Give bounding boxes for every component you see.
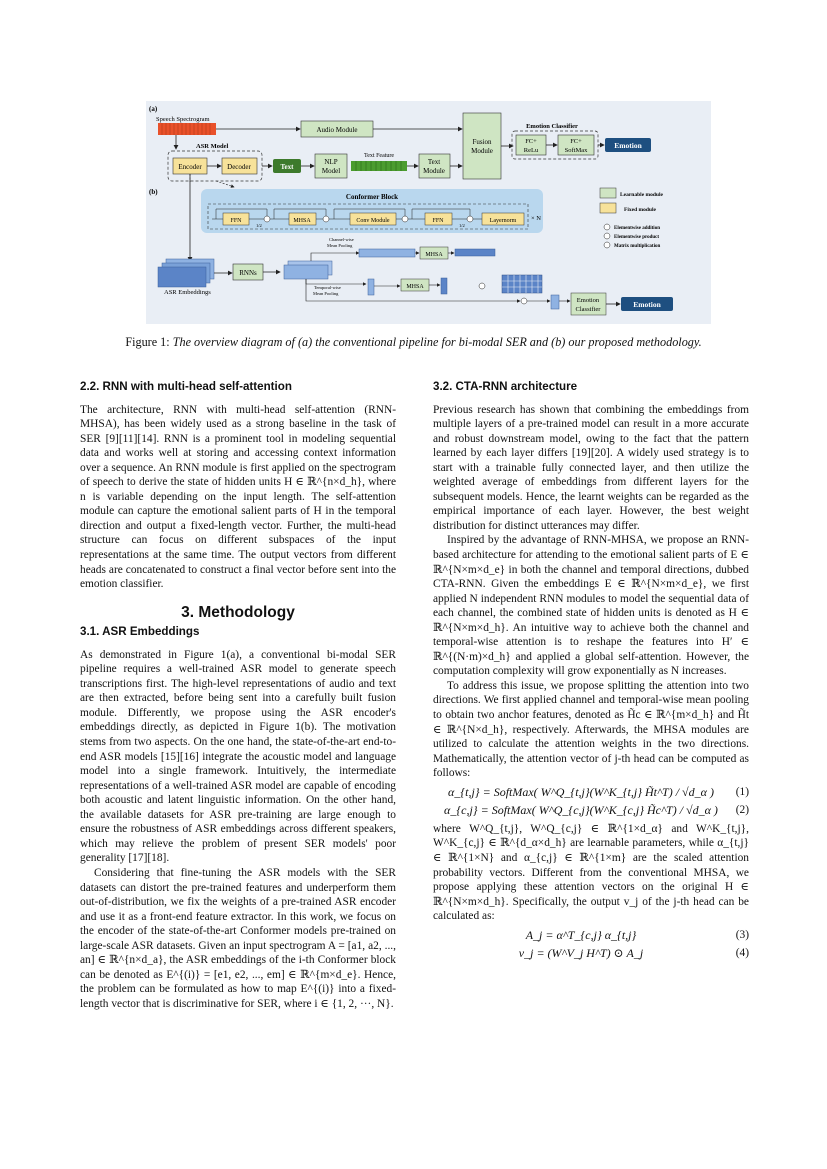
ffn-label-2: FFN — [432, 218, 444, 224]
rnns-label: RNNs — [239, 269, 257, 277]
legend-fixed-swatch — [600, 203, 616, 213]
panel-a-label: (a) — [149, 105, 158, 113]
fc-softmax-label-1: FC+ — [570, 138, 582, 145]
spectrogram-image — [158, 123, 216, 135]
section-2-2-paragraph: The architecture, RNN with multi-head self-attention (RNN-MHSA), has been widely used as a strong baseline in the task of SER [9][11][14]. RNN is a prominent tool in modeling sequential data and works well at storing and accessing context information over a sequence. An RNN module is first applied on the spectrogram of speech to derive the state of hidden units H ∈ ℝ^{n×d_h}, where n is variable depending on the input length. The self-attention module can capture the emotional salient parts of H in the temporal direction and output a fixed-length vector. Further, the multi-head structure can focus on different subspaces of the input representations at the same time. The output vectors from different heads are concatenated to construct a final vector before sent into the emotion classifier. — [80, 403, 396, 591]
section-3-2-paragraph-1: Previous research has shown that combining the embeddings from multiple layers of a pre-trained model can result in a more accurate and robust downstream model, owing to the fact that the pattern learned by each layer differs [19][20]. A widely used strategy is to start with a trainable fully connected layer, and then utilize the weighted average of embeddings from different layers for the subsequent models. Hence, the learnt weights can be regarded as the empirical importance of each layer. However, the best weight distribution for distinct utterances may differ. — [433, 403, 749, 532]
mhsa-temporal-label: MHSA — [406, 284, 424, 290]
emotion-classifier-b-label-1: Emotion — [576, 297, 600, 304]
equation-4-body: v_j = (W^V_j H^T) ⊙ A_j — [518, 946, 644, 961]
temporal-pooling-label-2: Mean Pooling — [313, 291, 339, 296]
asr-embeddings-label: ASR Embeddings — [164, 289, 211, 296]
asr-model-label: ASR Model — [196, 143, 229, 150]
half-label-2: 1/2 — [459, 223, 465, 228]
encoder-label: Encoder — [178, 163, 202, 171]
panel-b-label: (b) — [149, 188, 158, 196]
add-node-3 — [402, 216, 408, 222]
half-label-1: 1/2 — [256, 223, 262, 228]
equation-1-body: α_{t,j} = SoftMax( W^Q_{t,j}(W^K_{t,j} H̃t^T) / √d_α ) — [448, 784, 714, 799]
attention-map — [502, 275, 542, 293]
product-node — [521, 298, 527, 304]
fc-relu-label-1: FC+ — [525, 138, 537, 145]
output-vector — [551, 295, 559, 309]
decoder-label: Decoder — [227, 163, 251, 171]
section-2-2-title: 2.2. RNN with multi-head self-attention — [80, 380, 292, 393]
section-3-title: 3. Methodology — [181, 603, 295, 621]
section-3-2-paragraph-4: where W^Q_{t,j}, W^Q_{c,j} ∈ ℝ^{1×d_α} and W^K_{t,j}, W^K_{c,j} ∈ ℝ^{d_α×d_h} are learnable parameters, while α_{t,j} ∈ ℝ^{1×N} and α_{c,j} ∈ ℝ^{1×m} are the scaled attention probability vectors. Different from the conventional MHSA, we propose applying these attention vectors on the original H ∈ ℝ^{N×m×d_h}. Specifically, the output v_j of the j-th head can be calculated as: — [433, 822, 749, 923]
equation-4-number: (4) — [735, 947, 749, 960]
hidden-states-stack — [284, 261, 332, 279]
matmul-icon — [604, 242, 610, 248]
nlp-model-label-2: Model — [321, 167, 341, 175]
product-icon — [604, 233, 610, 239]
section-3-1-paragraph-1: As demonstrated in Figure 1(a), a conventional bi-modal SER pipeline requires a well-trained ASR model to generate speech transcriptions first. The high-level representations of audio and text are then extracted, before being sent into a carefully built fusion module. Differently, we propose using the ASR encoder's embeddings directly, as depicted in Figure 1(b). The motivation stems from two aspects. On the one hand, the state-of-the-art end-to-end ASR models [15][16] integrate the acoustic model and language model into a single framework. Intuitively, the intermediate representations of a well-trained ASR model are capable of encoding both acoustic and latent linguistic information. On the other hand, the available datasets for ASR pre-training are large enough to ensure the robustness of ASR embeddings across different speakers, which may relieve the problem of present SER models' poor generality [17][18]. — [80, 648, 396, 865]
section-3-1-paragraph-2: Considering that fine-tuning the ASR models with the SER datasets can distort the pre-trained features and underperform them out-of-distribution, we fix the weights of a pre-trained ASR encoder and use it as a front-end feature extractor. In this work, we focus on the encoder of the state-of-the-art Conformer models pre-trained on large-scale ASR datasets. Given an input spectrogram A = [a1, a2, ..., an] ∈ ℝ^{n×d_a}, the ASR embeddings of the i-th Conformer block can be denoted as E^{(i)} = [e1, e2, ..., em] ∈ ℝ^{m×d_e}. Hence, the problem can be formulated as how to map E^{(i)} into a fixed-length vector that is discriminative for SER, where i ∈ {1, 2, ···, N}. — [80, 866, 396, 1010]
text-feature-label: Text Feature — [364, 153, 395, 159]
emotion-classifier-label: Emotion Classifier — [526, 123, 578, 130]
equation-2 — [433, 803, 749, 818]
layernorm-label: Layernorm — [489, 218, 517, 224]
legend-add-label: Elementwise addition — [614, 226, 660, 231]
fusion-module-label-2: Module — [471, 147, 493, 155]
text-module-label-1: Text — [427, 158, 441, 166]
times-n-label: × N — [531, 215, 541, 222]
figure-1 — [146, 101, 711, 324]
channel-anchor-bar — [359, 249, 415, 257]
conv-module-label: Conv Module — [356, 218, 390, 224]
section-3-2-paragraph-2: Inspired by the advantage of RNN-MHSA, we propose an RNN-based architecture for attending to the emotional salient parts of E ∈ ℝ^{N×m×d_e} in both the channel and temporal directions, dubbed CTA-RNN. Given the embeddings E ∈ ℝ^{N×m×d_e}, we first applied N independent RNN modules to model the sequential data of each channel, the combined state of hidden units is denoted as H ∈ ℝ^{N×m×d_h}. An intuitive way to achieve both the channel and temporal-wise attention is to reshape the features into H′ ∈ ℝ^{(N·m)×d_h} and applied a global self-attention. However, the computation complexity will grow exponentially as N increases. — [433, 534, 749, 678]
text-module-label-2: Module — [423, 167, 445, 175]
speech-spectrogram-label: Speech Spectrogram — [156, 116, 210, 123]
text-feature-bar — [351, 161, 407, 171]
legend-matmul-label: Matrix multiplication — [614, 244, 661, 249]
equation-4 — [433, 946, 749, 961]
fusion-module-label-1: Fusion — [472, 138, 492, 146]
text-box-label: Text — [280, 163, 294, 171]
channel-pooling-label-1: Channel-wise — [329, 237, 354, 242]
equation-1 — [433, 785, 749, 800]
caption-label: Figure 1: — [125, 335, 170, 349]
section-3-2-paragraph-3: To address this issue, we propose splitting the attention into two directions. We first applied channel and temporal-wise mean pooling to obtain two anchor features, denoted as H̃c ∈ ℝ^{m×d_h} and H̃t ∈ ℝ^{N×d_h}, respectively. Afterwards, the MHSA modules are utilized to calculate the attention weights in the two directions. Mathematically, the attention vector of j-th head can be computed as follows: — [433, 679, 749, 780]
equation-1-number: (1) — [735, 785, 749, 798]
fc-relu-label-2: ReLu — [523, 147, 539, 154]
equation-3 — [433, 928, 749, 943]
add-node-2 — [323, 216, 329, 222]
audio-module-label: Audio Module — [316, 126, 358, 134]
matmul-node — [479, 283, 485, 289]
legend-learnable-label: Learnable module — [620, 192, 663, 198]
emotion-output-b-label: Emotion — [633, 300, 661, 309]
caption-text: The overview diagram of (a) the conventional pipeline for bi-modal SER and (b) our proposed methodology. — [172, 335, 702, 349]
add-node-1 — [264, 216, 270, 222]
nlp-model-label-1: NLP — [324, 158, 338, 166]
equation-3-number: (3) — [735, 928, 749, 941]
figure-caption — [80, 335, 747, 350]
legend-prod-label: Elementwise product — [614, 235, 660, 240]
right-column — [433, 380, 749, 965]
emotion-output-a-label: Emotion — [614, 141, 642, 150]
equation-3-body: A_j = α^T_{c,j} α_{t,j} — [525, 927, 637, 942]
mhsa-label-conformer: MHSA — [293, 218, 311, 224]
asr-embeddings-stack — [158, 259, 214, 287]
temporal-pooling-label-1: Temporal-wise — [314, 285, 341, 290]
fusion-module-box — [463, 113, 501, 179]
channel-attention-vector — [455, 249, 495, 256]
left-column — [80, 380, 396, 1011]
channel-pooling-label-2: Mean Pooling — [327, 243, 353, 248]
temporal-anchor-bar — [368, 279, 374, 295]
temporal-attention-vector — [441, 278, 447, 294]
equation-2-body: α_{c,j} = SoftMax( W^Q_{c,j}(W^K_{c,j} H̃c^T) / √d_α ) — [444, 803, 718, 818]
section-3-2-title: 3.2. CTA-RNN architecture — [433, 380, 578, 393]
section-3-1-title: 3.1. ASR Embeddings — [80, 625, 200, 639]
legend-learnable-swatch — [600, 188, 616, 198]
legend-fixed-label: Fixed module — [624, 207, 656, 213]
fc-softmax-label-2: SoftMax — [564, 147, 588, 154]
add-node-4 — [467, 216, 473, 222]
add-icon — [604, 224, 610, 230]
emotion-classifier-b-label-2: Classifier — [575, 306, 601, 313]
ffn-label-1: FFN — [230, 218, 242, 224]
mhsa-channel-label: MHSA — [425, 252, 443, 258]
equation-2-number: (2) — [735, 804, 749, 817]
conformer-block-label: Conformer Block — [345, 193, 399, 201]
